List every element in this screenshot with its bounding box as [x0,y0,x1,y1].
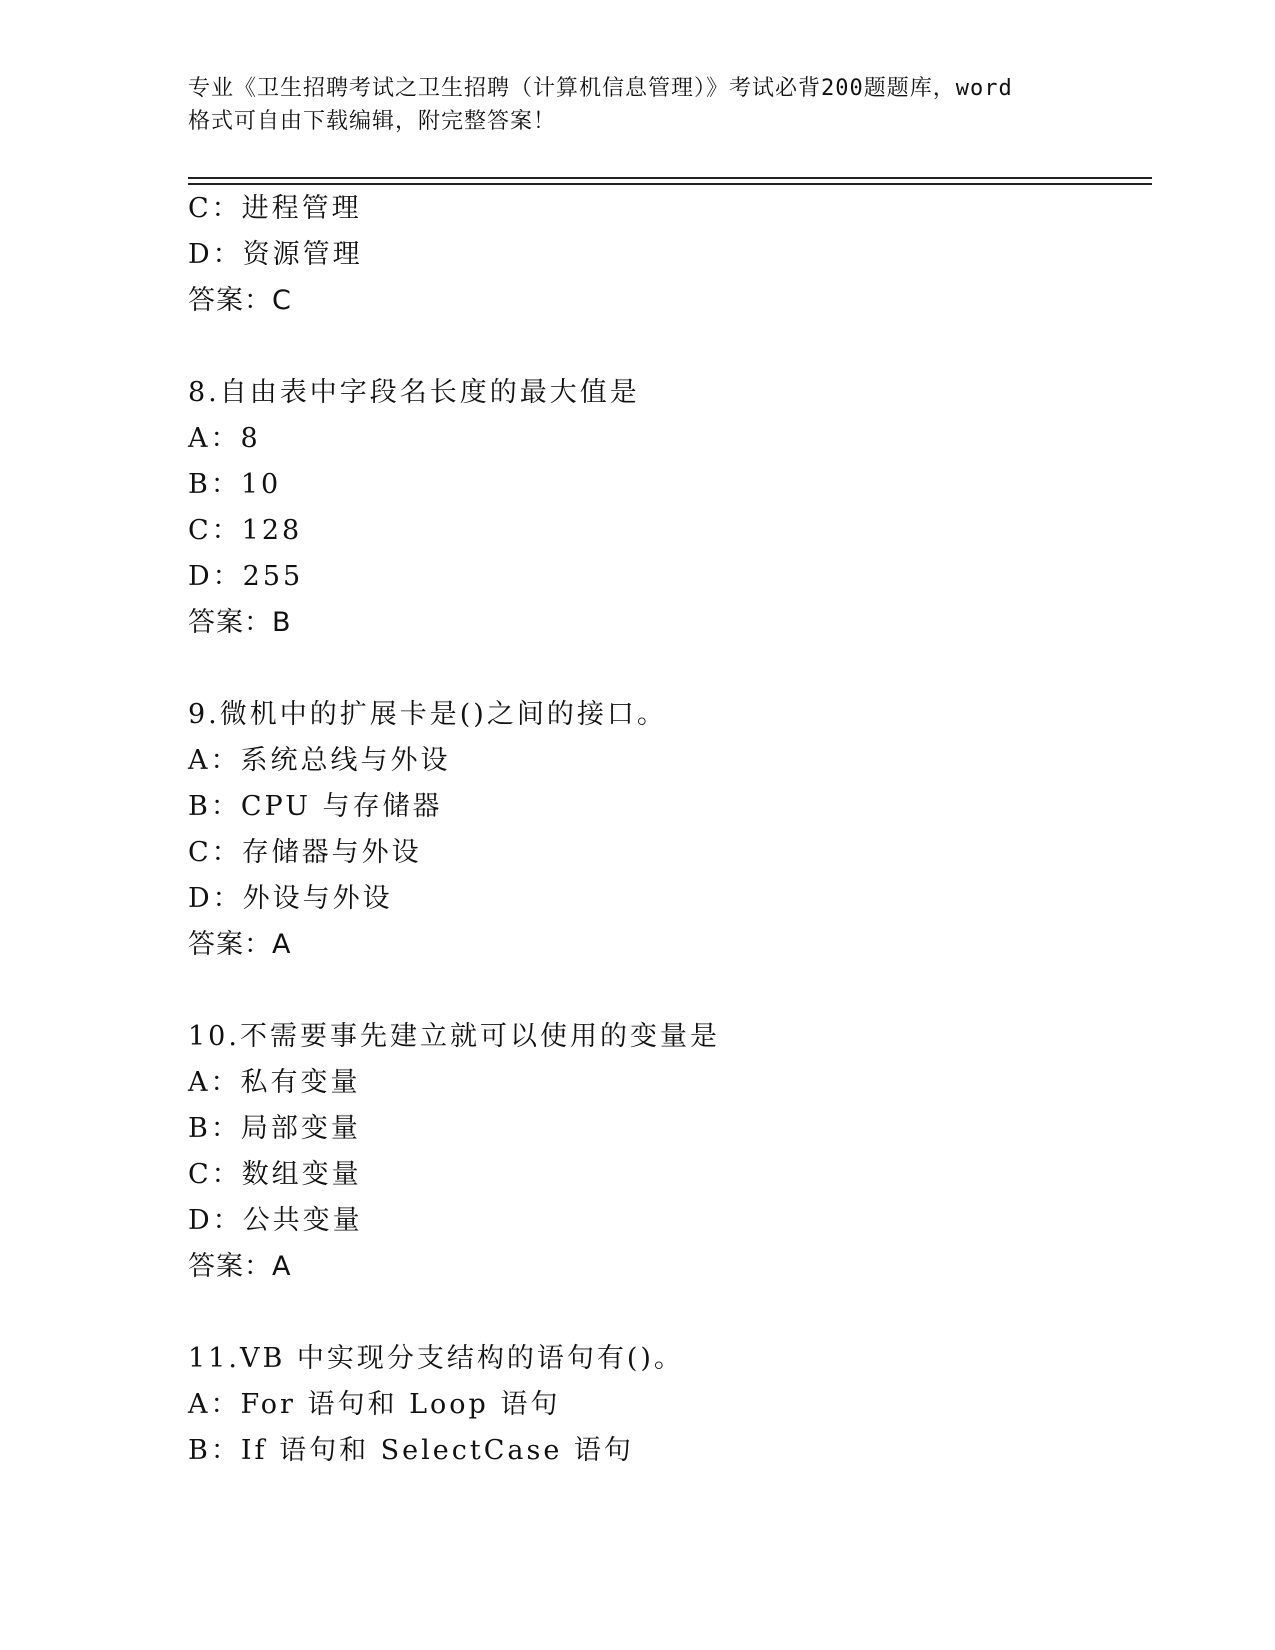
header-title-line-1: 专业《卫生招聘考试之卫生招聘（计算机信息管理）》考试必背200题题库，word [188,76,1013,101]
option-d: D：公共变量 [188,1205,363,1236]
question-text: 11.VB 中实现分支结构的语句有()。 [188,1343,684,1374]
question-text: 10.不需要事先建立就可以使用的变量是 [188,1021,720,1052]
question-block-10 [188,1014,1148,1290]
header-divider-top [188,177,1152,179]
option-a: A：私有变量 [188,1067,361,1098]
option-a: A：For 语句和 Loop 语句 [188,1389,561,1420]
question-block-9 [188,692,1148,968]
option-b: B：CPU 与存储器 [188,791,443,822]
option-c: C：数组变量 [188,1159,362,1190]
question-list [188,186,1148,1474]
option-b: B：10 [188,469,282,500]
option-a: A：8 [188,423,261,454]
question-text: 8.自由表中字段名长度的最大值是 [188,377,640,408]
option-b: B：If 语句和 SelectCase 语句 [188,1435,634,1466]
option-d: D：255 [188,561,304,592]
option-c: C：存储器与外设 [188,837,422,868]
answer: 答案：B [188,607,292,638]
question-block-7 [188,186,1148,324]
answer: 答案：A [188,929,292,960]
option-a: A：系统总线与外设 [188,745,451,776]
answer: 答案：A [188,1251,292,1282]
document-header [188,72,1088,138]
header-divider-bottom [188,183,1152,185]
question-text: 9.微机中的扩展卡是()之间的接口。 [188,699,667,730]
header-title-line-2: 格式可自由下载编辑，附完整答案！ [188,109,557,134]
question-block-11 [188,1336,1148,1474]
option-c: C：128 [188,515,303,546]
option-d: D：外设与外设 [188,883,393,914]
option-c: C：进程管理 [188,193,362,224]
option-d: D：资源管理 [188,239,363,270]
option-b: B：局部变量 [188,1113,361,1144]
question-block-8 [188,370,1148,646]
answer: 答案：C [188,285,292,316]
